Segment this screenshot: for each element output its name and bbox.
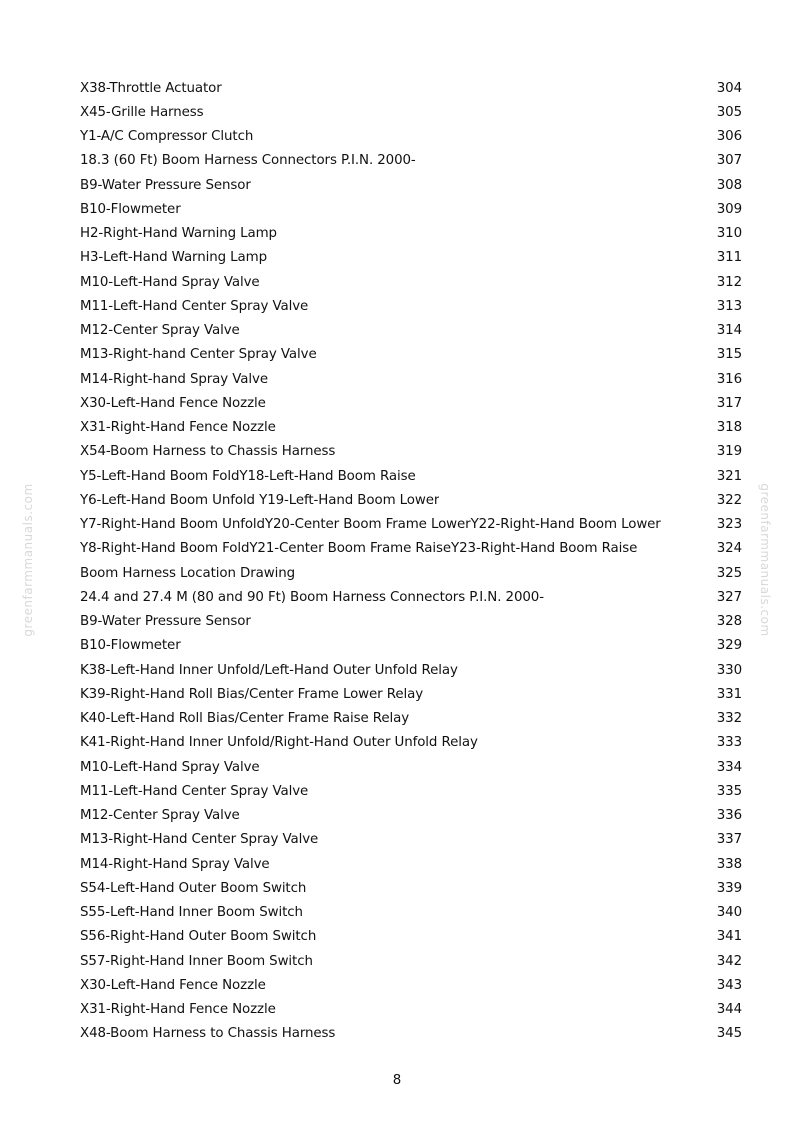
- toc-entry[interactable]: [80, 1022, 742, 1046]
- toc-entry-page: 310: [716, 226, 742, 242]
- toc-entry[interactable]: [80, 100, 742, 124]
- toc-entry[interactable]: [80, 901, 742, 925]
- toc-entry[interactable]: [80, 755, 742, 779]
- toc-entry-title: M13-Right-hand Center Spray Valve: [80, 347, 317, 363]
- toc-entry-page: 337: [716, 832, 742, 848]
- toc-entry-title: S57-Right-Hand Inner Boom Switch: [80, 953, 313, 969]
- toc-entry-page: 334: [716, 759, 742, 775]
- watermark-left: greenfarmmanuals.com: [21, 483, 35, 637]
- toc-entry-page: 345: [716, 1026, 742, 1042]
- toc-entry-title: Boom Harness Location Drawing: [80, 565, 296, 581]
- toc-entry-title: Y5-Left-Hand Boom FoldY18-Left-Hand Boom Raise: [80, 468, 416, 484]
- toc-entry-page: 336: [716, 808, 742, 824]
- toc-entry-page: 318: [716, 420, 742, 436]
- toc-entry-title: B10-Flowmeter: [80, 201, 181, 217]
- toc-entry[interactable]: [80, 125, 742, 149]
- toc-entry-title: X31-Right-Hand Fence Nozzle: [80, 420, 276, 436]
- toc-entry-title: H2-Right-Hand Warning Lamp: [80, 226, 277, 242]
- toc-entry-title: 18.3 (60 Ft) Boom Harness Connectors P.I.N. 2000-: [80, 153, 416, 169]
- toc-entry-page: 325: [716, 565, 742, 581]
- toc-entry-title: X48-Boom Harness to Chassis Harness: [80, 1026, 336, 1042]
- toc-entry-title: M11-Left-Hand Center Spray Valve: [80, 298, 309, 314]
- toc-entry-page: 315: [716, 347, 742, 363]
- toc-entry-page: 329: [716, 638, 742, 654]
- toc-entry[interactable]: [80, 585, 742, 609]
- toc-entry-page: 304: [716, 80, 742, 96]
- toc-entry-page: 342: [716, 953, 742, 969]
- toc-entry-page: 316: [716, 371, 742, 387]
- toc-entry-title: S55-Left-Hand Inner Boom Switch: [80, 905, 303, 921]
- toc-entry-page: 343: [716, 977, 742, 993]
- toc-entry-title: 24.4 and 27.4 M (80 and 90 Ft) Boom Harness Connectors P.I.N. 2000-: [80, 589, 544, 605]
- toc-entry[interactable]: [80, 561, 742, 585]
- toc-entry[interactable]: [80, 852, 742, 876]
- toc-entry[interactable]: [80, 197, 742, 221]
- toc-entry-page: 330: [716, 662, 742, 678]
- page-number: 8: [392, 1073, 402, 1088]
- toc-entry[interactable]: [80, 367, 742, 391]
- toc-entry[interactable]: [80, 76, 742, 100]
- toc-entry-page: 340: [716, 905, 742, 921]
- toc-entry[interactable]: [80, 464, 742, 488]
- toc-entry-page: 311: [716, 250, 742, 266]
- toc-entry-title: M12-Center Spray Valve: [80, 323, 240, 339]
- toc-entry-title: B10-Flowmeter: [80, 638, 181, 654]
- toc-entry[interactable]: [80, 876, 742, 900]
- watermark-right: greenfarmmanuals.com: [758, 483, 772, 637]
- toc-entry[interactable]: [80, 731, 742, 755]
- toc-entry[interactable]: [80, 610, 742, 634]
- toc-entry[interactable]: [80, 319, 742, 343]
- toc-entry-title: Y7-Right-Hand Boom UnfoldY20-Center Boom Frame LowerY22-Right-Hand Boom Lower: [80, 517, 661, 533]
- toc-entry-page: 307: [716, 153, 742, 169]
- toc-entry[interactable]: [80, 998, 742, 1022]
- toc-entry-page: 321: [716, 468, 742, 484]
- toc-entry-page: 339: [716, 880, 742, 896]
- toc-entry[interactable]: [80, 440, 742, 464]
- toc-entry-title: B9-Water Pressure Sensor: [80, 177, 251, 193]
- toc-entry-title: X30-Left-Hand Fence Nozzle: [80, 395, 266, 411]
- toc-entry-title: Y8-Right-Hand Boom FoldY21-Center Boom Frame RaiseY23-Right-Hand Boom Raise: [80, 541, 638, 557]
- toc-entry-title: Y6-Left-Hand Boom Unfold Y19-Left-Hand Boom Lower: [80, 492, 440, 508]
- toc-entry-page: 312: [716, 274, 742, 290]
- toc-entry-page: 338: [716, 856, 742, 872]
- toc-entry-title: X45-Grille Harness: [80, 104, 204, 120]
- toc-entry-title: M14-Right-Hand Spray Valve: [80, 856, 270, 872]
- toc-entry[interactable]: [80, 488, 742, 512]
- toc-entry-title: B9-Water Pressure Sensor: [80, 614, 251, 630]
- toc-entry[interactable]: [80, 513, 742, 537]
- toc-entry[interactable]: [80, 416, 742, 440]
- toc-entry[interactable]: [80, 343, 742, 367]
- toc-entry-title: X54-Boom Harness to Chassis Harness: [80, 444, 336, 460]
- toc-entry-page: 317: [716, 395, 742, 411]
- toc-entry-title: M10-Left-Hand Spray Valve: [80, 274, 260, 290]
- toc-entry-title: M12-Center Spray Valve: [80, 808, 240, 824]
- toc-entry[interactable]: [80, 222, 742, 246]
- toc-entry-title: M14-Right-hand Spray Valve: [80, 371, 268, 387]
- toc-entry-page: 341: [716, 929, 742, 945]
- toc-entry-title: X31-Right-Hand Fence Nozzle: [80, 1002, 276, 1018]
- toc-entry[interactable]: [80, 707, 742, 731]
- toc-entry[interactable]: [80, 658, 742, 682]
- toc-entry[interactable]: [80, 173, 742, 197]
- toc-entry-title: M10-Left-Hand Spray Valve: [80, 759, 260, 775]
- toc-entry[interactable]: [80, 634, 742, 658]
- toc-entry-title: K41-Right-Hand Inner Unfold/Right-Hand Outer Unfold Relay: [80, 735, 478, 751]
- toc-entry-page: 308: [716, 177, 742, 193]
- toc-entry-page: 332: [716, 711, 742, 727]
- toc-entry-page: 322: [716, 492, 742, 508]
- toc-entry-page: 309: [716, 201, 742, 217]
- toc-entry-title: K38-Left-Hand Inner Unfold/Left-Hand Outer Unfold Relay: [80, 662, 458, 678]
- toc-entry[interactable]: [80, 391, 742, 415]
- toc-entry-page: 328: [716, 614, 742, 630]
- toc-entry[interactable]: [80, 149, 742, 173]
- toc-entry[interactable]: [80, 804, 742, 828]
- toc-entry-title: M13-Right-Hand Center Spray Valve: [80, 832, 319, 848]
- toc-entry-title: K40-Left-Hand Roll Bias/Center Frame Raise Relay: [80, 711, 410, 727]
- toc-entry[interactable]: [80, 537, 742, 561]
- toc-entry[interactable]: [80, 949, 742, 973]
- toc-entry[interactable]: [80, 246, 742, 270]
- toc-entry[interactable]: [80, 270, 742, 294]
- toc-entry-page: 306: [716, 129, 742, 145]
- toc-entry-page: 305: [716, 104, 742, 120]
- toc-entry-title: X38-Throttle Actuator: [80, 80, 222, 96]
- toc-entry-title: X30-Left-Hand Fence Nozzle: [80, 977, 266, 993]
- toc-entry-page: 314: [716, 323, 742, 339]
- toc-entry[interactable]: [80, 828, 742, 852]
- toc-entry-title: K39-Right-Hand Roll Bias/Center Frame Lower Relay: [80, 686, 424, 702]
- toc-entry-title: S56-Right-Hand Outer Boom Switch: [80, 929, 317, 945]
- toc-entry-page: 344: [716, 1002, 742, 1018]
- toc-entry[interactable]: [80, 973, 742, 997]
- toc-entry-page: 319: [716, 444, 742, 460]
- toc-entry-page: 327: [716, 589, 742, 605]
- toc-entry-page: 313: [716, 298, 742, 314]
- toc-entry-page: 323: [716, 517, 742, 533]
- toc-entry[interactable]: [80, 294, 742, 318]
- toc-entry-title: M11-Left-Hand Center Spray Valve: [80, 783, 309, 799]
- toc-entry-title: Y1-A/C Compressor Clutch: [80, 129, 254, 145]
- toc-entry-page: 324: [716, 541, 742, 557]
- toc-entry[interactable]: [80, 779, 742, 803]
- toc-entry-title: H3-Left-Hand Warning Lamp: [80, 250, 267, 266]
- table-of-contents: [80, 76, 742, 1046]
- toc-entry-title: S54-Left-Hand Outer Boom Switch: [80, 880, 307, 896]
- toc-entry-page: 335: [716, 783, 742, 799]
- toc-entry-page: 333: [716, 735, 742, 751]
- toc-entry[interactable]: [80, 682, 742, 706]
- toc-entry[interactable]: [80, 925, 742, 949]
- toc-entry-page: 331: [716, 686, 742, 702]
